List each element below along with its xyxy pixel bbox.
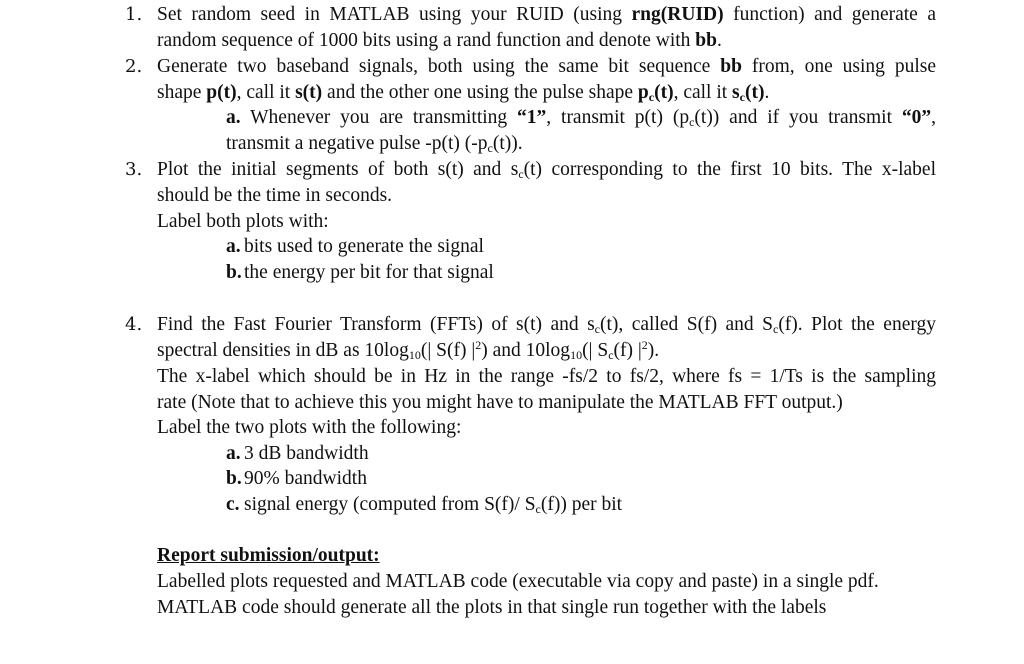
item-4-line-5: Label the two plots with the following: bbox=[157, 417, 462, 438]
item-1-line-1: Set random seed in MATLAB using your RUID (using rng(RUID) function) and generate a bbox=[157, 4, 936, 25]
item-number: 1. bbox=[125, 4, 143, 25]
item-number: 3. bbox=[125, 159, 143, 180]
item-2a-line-1: a. Whenever you are transmitting “1”, transmit p(t) $(p_c(t))$ and if you transmit “0”, bbox=[226, 107, 936, 129]
item-4-line-2: spectral densities in dB as $10\log_{10}(|$ S(f) $|^2$) and $10\log_{10}(|$ $S_c(f)$ $|^2$). bbox=[157, 338, 660, 362]
item-2-line-1: Generate two baseband signals, both using the same bit sequence bb from, one using pulse bbox=[157, 56, 936, 77]
item-4-line-4: rate (Note that to achieve this you might have to manipulate the MATLAB FFT output.) bbox=[157, 392, 843, 413]
item-3-line-3: Label both plots with: bbox=[157, 211, 329, 232]
sub-text: bits used to generate the signal bbox=[244, 236, 484, 257]
sub-label: b. bbox=[226, 468, 242, 489]
item-3-line-1: Plot the initial segments of both s(t) and $s_c(t)$ corresponding to the first 10 bits. The x-label bbox=[157, 159, 936, 181]
report-line-2: MATLAB code should generate all the plots in that single run together with the labels bbox=[157, 597, 827, 618]
item-number: 4. bbox=[125, 314, 143, 335]
sub-label: b. bbox=[226, 262, 242, 283]
sub-label: a. bbox=[226, 443, 241, 464]
sub-text: signal energy (computed from S(f)/ $S_c(f)$) per bit bbox=[244, 494, 623, 516]
item-2-line-2: shape p(t), call it s(t) and the other one using the pulse shape $p_c(t)$, call it $s_c(t)$. bbox=[157, 82, 770, 104]
report-heading: Report submission/output: bbox=[157, 545, 380, 566]
item-3-line-2: should be the time in seconds. bbox=[157, 185, 393, 206]
item-2a-line-2: transmit a negative pulse -p(t) $(-p_c(t))$. bbox=[226, 133, 523, 155]
item-4-line-3: The x-label which should be in Hz in the range -fs/2 to fs/2, where fs = 1/Ts is the sampling bbox=[157, 366, 936, 387]
sub-label: a. bbox=[226, 236, 241, 257]
sub-text: the energy per bit for that signal bbox=[244, 262, 494, 283]
item-1-line-2: random sequence of 1000 bits using a rand function and denote with bb. bbox=[157, 30, 722, 51]
sub-text: 3 dB bandwidth bbox=[244, 443, 369, 464]
item-number: 2. bbox=[125, 56, 143, 77]
report-line-1: Labelled plots requested and MATLAB code (executable via copy and paste) in a single pdf. bbox=[157, 571, 879, 592]
item-4-line-1: Find the Fast Fourier Transform (FFTs) of s(t) and $s_c(t)$, called S(f) and $S_c(f)$. Plot the energy bbox=[157, 314, 936, 336]
sub-text: 90% bandwidth bbox=[244, 468, 367, 489]
sub-label: c. bbox=[226, 494, 240, 515]
